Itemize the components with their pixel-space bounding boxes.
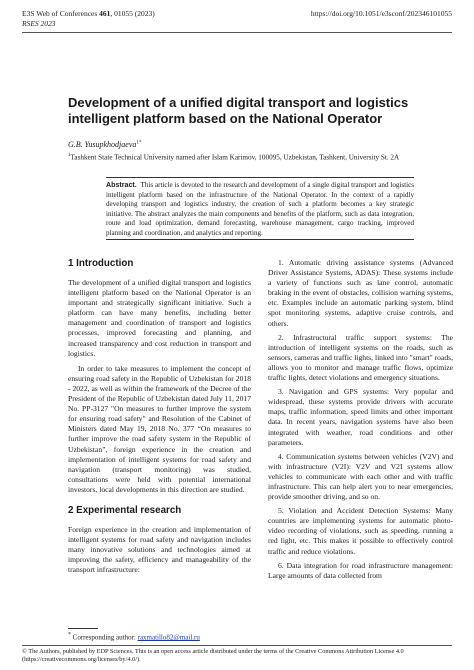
footnote-divider [68,628,98,629]
footnote: * Corresponding author: raxmatillo82@mail.ru [68,632,200,642]
abstract-bottom-rule [106,239,414,240]
abstract-label: Abstract. [106,181,137,189]
doi-link[interactable]: https://doi.org/10.1051/e3sconf/202346101055 [310,9,452,18]
section-heading-experimental: 2 Experimental research [68,504,182,516]
abstract-text: This article is devoted to the research and development of a single digital transport and logistics intelligent platform based on the infrastructure of the National Operator. In the context of a rapidly developing transport and logistics industry, the creation of such a platform becomes a key strategic initiative. The abstract analyzes the main components and benefits of the platform, such as data integration, route and load optimization, demand forecasting, warehouse management, cargo tracking, improved planning and coordination, and analytics and reporting. [106,181,415,237]
experimental-paragraph-1: Foreign experience in the creation and implementation of intelligent systems for road safety and navigation includes many innovative solutions and technologies aimed at improving the safety, efficiency and manageability of the transport infrastructure: [68,524,251,575]
list-item: 5. Violation and Accident Detection Systems: Many countries are implementing systems for automatic photo- video recording of violations, such as speeding, running a red light, etc. This makes it possible to effectively control traffic and reduce violations. [268,506,453,556]
author-name: G.B. Yusupkhodjaeva [68,140,137,149]
license-footer: © The Authors, published by EDP Sciences. This is an open access article distributed under the terms of the Creative Commons Attribution License 4.0 (https://creativecommons.org/licenses/by/4.0/). [22,648,404,663]
list-item: 4. Communication systems between vehicles (V2V) and with infrastructure (V2I): V2V and V2I systems allow vehicles to communicate with each other and with traffic infrastructure. This can help alert you to near emergencies, provide smoother driving, and so on. [268,451,453,502]
list-item: 1. Automatic driving assistance systems (Advanced Driver Assistance Systems, ADAS): These systems include a variety of functions such as lane control, automatic braking in the event of obstacles, collision warning systems, etc. Examples include an automatic parking system, blind spot monitoring systems, adaptive cruise controls, and others. [268,258,453,328]
author-marks: 1* [136,140,142,146]
intro-paragraph-1: The development of a unified digital transport and logistics intelligent platform based on the National Operator is an important and strategically significant initiative. Such a platform can have many benefits, including better management and coordination of transport and logistics processes, improved forecasting and planning, and increased transparency and cost reduction in transport and logistics. [68,278,251,358]
header-divider [22,32,452,33]
paper-title: Development of a unified digital transport and logistics intelligent platform based on the National Operator [68,95,409,126]
list-item: 3. Navigation and GPS systems: Very popular and widespread, these systems provide drivers with accurate maps, traffic information, speed limits and other important data. In recent years, navigation systems have also been integrated with weather, road conditions and other parameters. [268,387,453,447]
list-item: 6. Data integration for road infrastructure management: Large amounts of data collected from [268,560,453,580]
author-line [68,140,141,149]
email-link[interactable]: raxmatillo82@mail.ru [137,633,200,642]
right-column [268,258,453,585]
section-heading-introduction: 1 Introduction [68,258,134,269]
running-header [22,9,155,29]
abstract-top-rule [106,177,414,178]
affiliation: $^1$Tashkent State Technical University named after Islam Karimov, 100095, Uzbekistan, Tashkent, University St. 2A [68,153,400,162]
abstract [106,181,414,239]
journal-citation: E3S Web of Conferences 461, 01055 (2023) [22,9,155,18]
footer-divider [22,645,452,646]
list-item: 2. Infrastructural traffic support systems: The introduction of intelligent systems on the roads, such as sensors, cameras and traffic lights, linked into "smart" roads, allows you to monitor and manage traffic flows, optimize traffic lights, detect violations and emergency situations. [268,332,453,383]
intro-paragraph-2: In order to take measures to implement the concept of ensuring road safety in the Republic of Uzbekistan for 2018 - 2022, as well as within the framework of the Decree of the President of the Republic of Uzbekistan dated July 11, 2017 No. PP-3127 "On measures to further improve the system for ensuring road safety" and Resolution of the Cabinet of Ministers dated May 19, 2018 No. 377 “On measures to further improve the road safety system in the Republic of Uzbekistan”, foreign experience in the creation and implementation of intelligent systems for road safety and navigation (transport monitoring) was studied, consultations were held with potential international investors, local developments in this direction are studied. [68,363,251,494]
left-column [68,258,251,580]
conference-name: RSES 2023 [22,19,56,28]
